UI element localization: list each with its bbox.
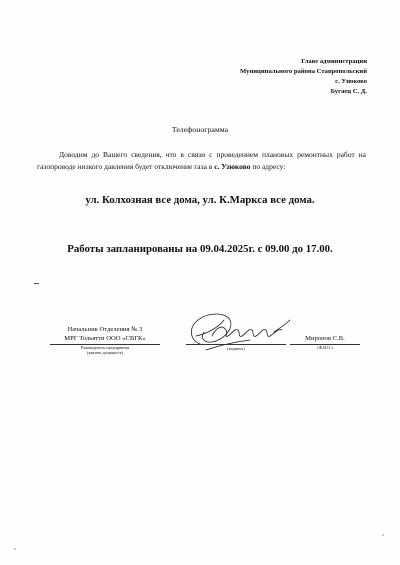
addressee-locality: с. Узюково bbox=[335, 78, 367, 85]
addressee-block bbox=[107, 57, 367, 97]
addressee-title: Главе администрации bbox=[301, 58, 367, 65]
signatory-name-block bbox=[290, 334, 360, 350]
document-title: Телефонограмма bbox=[171, 125, 229, 134]
signatory-position-block bbox=[40, 325, 170, 355]
body-text-part2: по адресу: bbox=[250, 161, 286, 171]
margin-mark bbox=[34, 283, 39, 284]
body-locality: с. Узюково bbox=[214, 161, 251, 171]
signature-underline bbox=[186, 344, 286, 345]
addressee-name: Бугаец С. Д. bbox=[330, 88, 367, 95]
position-caption-2: (указать должность) bbox=[86, 350, 124, 355]
work-schedule: Работы запланированы на 09.04.2025г. с 09.00 до 17.00. bbox=[67, 243, 333, 255]
document-body bbox=[37, 149, 366, 172]
affected-streets: ул. Колхозная все дома, ул. К.Маркса все дома. bbox=[85, 194, 315, 206]
position-line-1: Начальник Отделения № 3 bbox=[67, 326, 143, 333]
body-text-part1: Доводим до Вашего сведения, что в связи с проведением плановых ремонтных работ на газопроводе низкого давления будет отключение газа в bbox=[37, 150, 366, 171]
addressee-organization: Муниципального района Ставропольский bbox=[240, 68, 367, 75]
position-caption-1: Руководитель предприятия bbox=[80, 345, 130, 350]
position-line-2: МРГ Тольятти ООО «СВГК» bbox=[64, 335, 146, 342]
signatory-name: Миронов С.В. bbox=[305, 335, 345, 342]
scan-artifact bbox=[14, 548, 16, 550]
signature-caption: (подпись) bbox=[227, 346, 245, 351]
name-caption: (Ф.И.О.) bbox=[317, 345, 333, 350]
scan-artifact bbox=[382, 534, 384, 536]
